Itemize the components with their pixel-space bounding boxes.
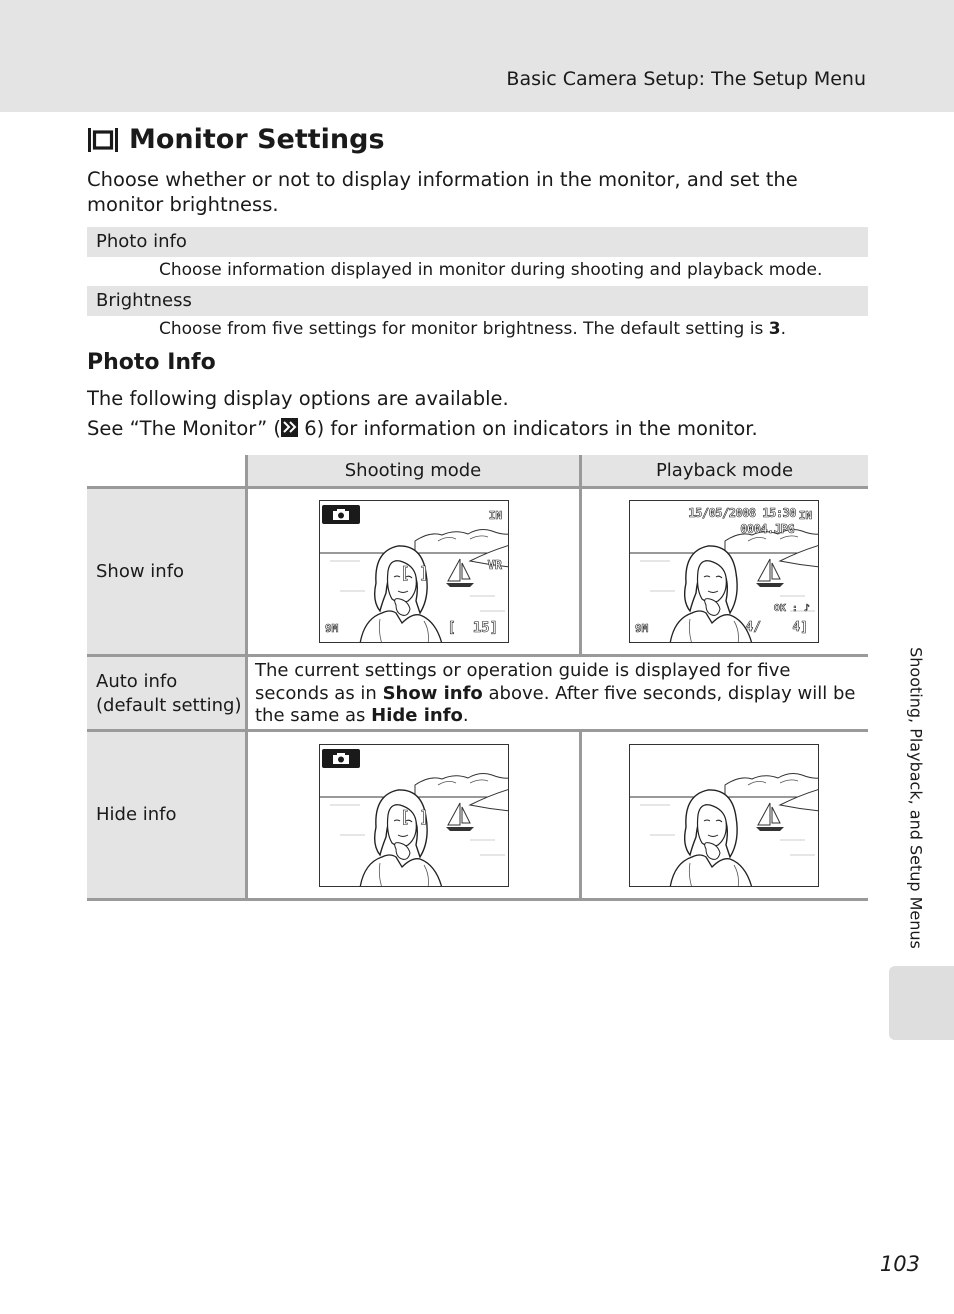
screen-shooting-show-info xyxy=(319,500,509,643)
page-title-text: Monitor Settings xyxy=(129,124,385,155)
page-number: 103 xyxy=(879,1252,920,1276)
page-title xyxy=(87,124,385,155)
voice-memo-guide: OK : ♪ xyxy=(773,603,810,614)
side-tab-block xyxy=(889,966,954,1040)
table-divider xyxy=(245,455,248,900)
date-time-stamp: 15/05/2008 15:30 xyxy=(688,506,796,520)
file-number: 0004.JPG xyxy=(740,522,794,536)
internal-memory-icon: IN xyxy=(798,509,812,522)
header-band xyxy=(0,0,954,112)
table-divider xyxy=(87,486,868,489)
option-desc-photo-info: Choose information displayed in monitor during shooting and playback mode. xyxy=(159,260,823,280)
camera-mode-icon xyxy=(322,505,360,524)
row-label-auto-info: Auto info (default setting) xyxy=(87,657,245,730)
screen-playback-show-info xyxy=(629,500,819,643)
section-heading: Photo Info xyxy=(87,350,216,375)
table-divider xyxy=(579,455,582,655)
row-label-hide-info: Hide info xyxy=(87,732,245,898)
screen-shooting-hide-info xyxy=(319,744,509,887)
vr-icon: VR xyxy=(487,558,502,572)
camera-mode-icon xyxy=(322,749,360,768)
option-row-photo-info: Photo info xyxy=(87,227,868,257)
table-header-shooting: Shooting mode xyxy=(247,455,579,488)
side-tab-label: Shooting, Playback, and Setup Menus xyxy=(906,647,926,949)
table-divider xyxy=(87,654,868,657)
monitor-settings-icon xyxy=(87,127,119,153)
screen-playback-hide-info xyxy=(629,744,819,887)
page-reference-icon xyxy=(281,418,298,437)
image-mode-icon: 9M xyxy=(635,622,649,635)
frame-counter: 4/ 4] xyxy=(745,620,808,635)
section-line-1: The following display options are available. xyxy=(87,387,509,410)
frames-remaining: [ 15] xyxy=(447,620,498,636)
table-divider xyxy=(87,898,868,901)
internal-memory-icon: IN xyxy=(488,509,502,522)
option-row-brightness: Brightness xyxy=(87,286,868,316)
row-label-show-info: Show info xyxy=(87,488,245,655)
focus-frame-icon: [ ] xyxy=(400,563,429,582)
focus-frame-icon: [ ] xyxy=(400,807,429,826)
table-divider xyxy=(579,732,582,900)
auto-info-description: The current settings or operation guide is displayed for five seconds as in Show info above. After five seconds, display will be the same as Hide info. xyxy=(255,660,856,726)
intro-text: Choose whether or not to display information in the monitor, and set the monitor brightness. xyxy=(87,168,798,216)
image-mode-icon: 9M xyxy=(325,622,339,635)
section-line-2: See “The Monitor” ( 6) for information on indicators in the monitor. xyxy=(87,417,758,440)
option-desc-brightness: Choose from five settings for monitor brightness. The default setting is 3. xyxy=(159,319,786,339)
table-header-playback: Playback mode xyxy=(581,455,868,488)
running-head: Basic Camera Setup: The Setup Menu xyxy=(506,68,866,90)
table-divider xyxy=(87,729,868,732)
